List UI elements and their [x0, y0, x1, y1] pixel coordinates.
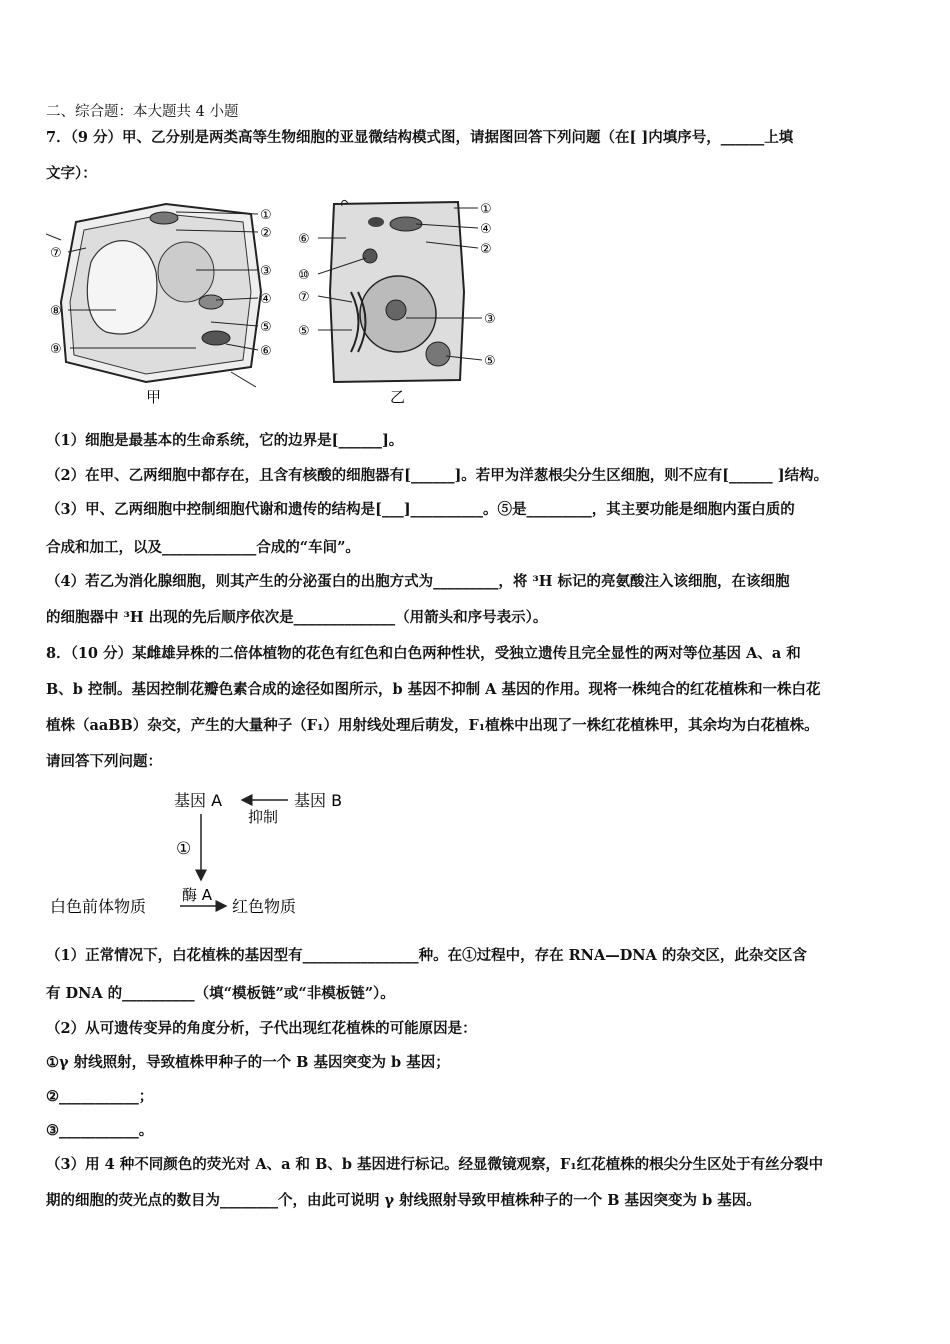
q8-sub3-line1: （3）用 4 种不同颜色的荧光对 A、a 和 B、b 基因进行标记。经显微镜观察，F₁红花植株的根尖分生区处于有丝分裂中: [46, 1156, 824, 1173]
gene-a-label: 基因 A: [174, 791, 223, 810]
svg-text:⑦: ⑦: [298, 290, 310, 305]
svg-text:⑥: ⑥: [298, 232, 310, 247]
q7-sub2: （2）在甲、乙两细胞中都存在，且含有核酸的细胞器有[______]。若甲为洋葱根尖分生区细胞，则不应有[______ ]结构。: [46, 467, 829, 484]
q8-sub1-line2: 有 DNA 的__________（填“模板链”或“非模板链”）。: [46, 985, 395, 1002]
cell-diagram-figure: [46, 192, 516, 412]
enzyme-label: 酶 A: [182, 886, 213, 904]
q7-sub1: （1）细胞是最基本的生命系统，它的边界是[______]。: [46, 432, 404, 449]
svg-text:②: ②: [480, 242, 492, 257]
cell-jia-caption: 甲: [146, 388, 162, 406]
step-label: ①: [176, 839, 192, 859]
gene-b-label: 基因 B: [294, 791, 343, 810]
svg-text:⑤: ⑤: [260, 320, 272, 335]
q8-reason2: ②___________；: [46, 1088, 154, 1105]
animal-cell-yi: [330, 200, 464, 382]
q8-sub3-line2: 期的细胞的荧光点的数目为________个，由此可说明 γ 射线照射导致甲植株种子的一个 B 基因突变为 b 基因。: [46, 1192, 761, 1209]
svg-text:③: ③: [484, 312, 496, 327]
svg-text:⑨: ⑨: [50, 342, 62, 357]
svg-text:⑥: ⑥: [260, 344, 272, 359]
svg-text:①: ①: [260, 208, 272, 223]
q8-stem-line4: 请回答下列问题：: [46, 753, 162, 770]
precursor-label: 白色前体物质: [50, 897, 147, 916]
section-title: 二、综合题：本大题共 4 小题: [46, 104, 239, 120]
q8-stem-line3: 植株（aaBB）杂交，产生的大量种子（F₁）用射线处理后萌发，F₁植株中出现了一株红花植株甲，其余均为白花植株。: [46, 717, 819, 734]
q8-reason1: ①γ 射线照射，导致植株甲种子的一个 B 基因突变为 b 基因；: [46, 1054, 450, 1071]
q8-reason3: ③___________。: [46, 1122, 154, 1139]
q7-sub4-line2: 的细胞器中 ³H 出现的先后顺序依次是______________（用箭头和序号表示）。: [46, 609, 548, 626]
product-label: 红色物质: [232, 897, 297, 916]
svg-text:④: ④: [260, 292, 272, 307]
q7-sub4-line1: （4）若乙为消化腺细胞，则其产生的分泌蛋白的出胞方式为_________，将 ³H 标记的亮氨酸注入该细胞，在该细胞: [46, 573, 790, 590]
q8-stem-line1: 8．（10 分）某雌雄异株的二倍体植物的花色有红色和白色两种性状，受独立遗传且完全显性的两对等位基因 A、a 和: [46, 645, 801, 662]
q8-sub2: （2）从可遗传变异的角度分析，子代出现红花植株的可能原因是：: [46, 1020, 477, 1037]
svg-text:③: ③: [260, 264, 272, 279]
q7-stem-line2: 文字）：: [46, 165, 97, 182]
gene-pathway-diagram: [46, 786, 366, 926]
cell-yi-caption: 乙: [390, 388, 406, 406]
q7-sub3-line1: （3）甲、乙两细胞中控制细胞代谢和遗传的结构是[___]__________。⑤是_________，其主要功能是细胞内蛋白质的: [46, 501, 795, 518]
inhibit-label: 抑制: [248, 808, 279, 826]
svg-text:⑤: ⑤: [298, 324, 310, 339]
q7-sub3-line2: 合成和加工，以及_____________合成的“车间”。: [46, 539, 360, 556]
q7-stem-line1: 7．（9 分）甲、乙分别是两类高等生物细胞的亚显微结构模式图，请据图回答下列问题（在[ ]内填序号，______上填: [46, 129, 794, 146]
svg-text:②: ②: [260, 226, 272, 241]
svg-text:⑦: ⑦: [50, 246, 62, 261]
svg-text:⑧: ⑧: [50, 304, 62, 319]
q8-stem-line2: B、b 控制。基因控制花瓣色素合成的途径如图所示，b 基因不抑制 A 基因的作用。现将一株纯合的红花植株和一株白花: [46, 681, 821, 698]
svg-text:④: ④: [480, 222, 492, 237]
svg-text:⑩: ⑩: [298, 268, 310, 283]
svg-text:①: ①: [480, 202, 492, 217]
svg-text:⑤: ⑤: [484, 354, 496, 369]
q8-sub1-line1: （1）正常情况下，白花植株的基因型有________________种。在①过程中，存在 RNA—DNA 的杂交区，此杂交区含: [46, 947, 807, 964]
